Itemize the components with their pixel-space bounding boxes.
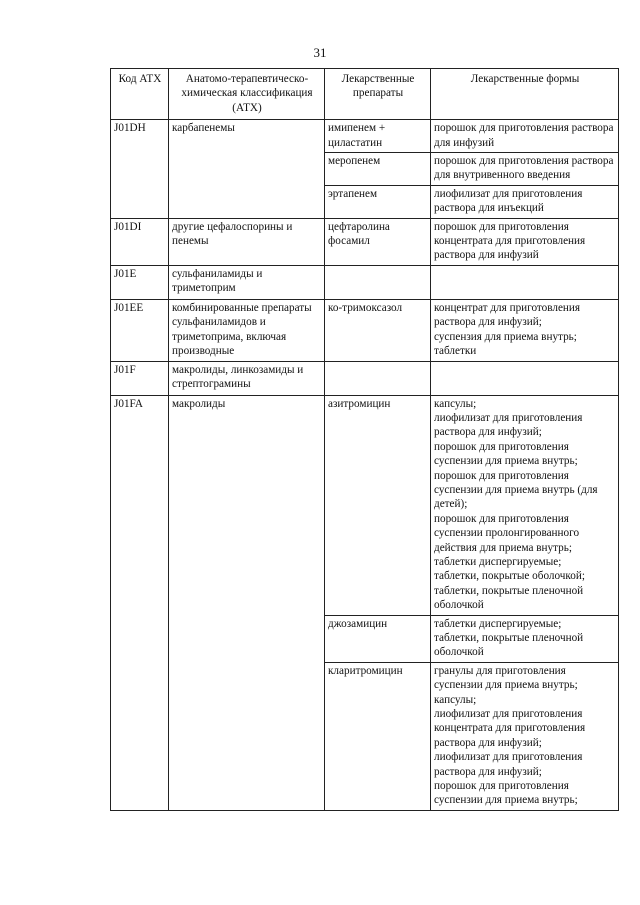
header-atx-classification: Анатомо-терапевтическо-химическая классификация (АТХ) (169, 69, 325, 120)
form-line: концентрат для приготовления раствора для инфузий; (434, 301, 581, 329)
atx-code-cell: J01E (111, 265, 169, 299)
forms-cell (431, 662, 619, 810)
forms-cell-empty (431, 361, 619, 395)
form-line: порошок для приготовления суспензии для приема внутрь; (434, 440, 578, 468)
drug-cell: ко-тримоксазол (325, 299, 431, 361)
classification-cell: комбинированные препараты сульфаниламидов и триметоприма, включая производные (169, 299, 325, 361)
table-row (111, 218, 619, 265)
drug-cell: эртапенем (325, 185, 431, 218)
form-line: порошок для приготовления концентрата для приготовления раствора для инфузий (434, 220, 586, 262)
form-line: таблетки, покрытые пленочной оболочкой (434, 632, 584, 659)
header-atx-code: Код АТХ (111, 69, 169, 120)
table-header-row (111, 69, 619, 120)
form-line: лиофилизат для приготовления раствора для инфузий; (434, 411, 583, 439)
drug-cell: джозамицин (325, 615, 431, 662)
table-row (111, 265, 619, 299)
drug-cell-empty (325, 265, 431, 299)
forms-cell (431, 185, 619, 218)
header-drugs: Лекарственные препараты (325, 69, 431, 120)
atx-code-cell: J01DI (111, 218, 169, 265)
form-line: лиофилизат для приготовления концентрата для приготовления раствора для инфузий; (434, 708, 586, 749)
drug-cell: меропенем (325, 153, 431, 186)
classification-cell: другие цефалоспорины и пенемы (169, 218, 325, 265)
forms-cell (431, 299, 619, 361)
form-line: порошок для приготовления раствора для внутривенного введения (434, 155, 614, 182)
forms-cell (431, 153, 619, 186)
form-line: таблетки диспергируемые; (434, 555, 562, 568)
drug-cell: имипенем + циластатин (325, 120, 431, 153)
table-row (111, 120, 619, 153)
forms-cell (431, 218, 619, 265)
form-line: гранулы для приготовления суспензии для приема внутрь; (434, 664, 578, 692)
form-line: капсулы; (434, 693, 477, 706)
atx-code-cell: J01EE (111, 299, 169, 361)
drug-cell: цефтаролина фосамил (325, 218, 431, 265)
form-line: таблетки, покрытые оболочкой; (434, 570, 585, 583)
table-row (111, 395, 619, 615)
drug-cell-empty (325, 361, 431, 395)
forms-cell-empty (431, 265, 619, 299)
classification-cell: сульфаниламиды и триметоприм (169, 265, 325, 299)
page-number: 31 (313, 45, 327, 60)
header-dosage-forms: Лекарственные формы (431, 69, 619, 120)
drug-cell: кларитромицин (325, 662, 431, 810)
forms-cell (431, 395, 619, 615)
form-line: капсулы; (434, 397, 477, 410)
classification-cell: макролиды, линкозамиды и стрептограмины (169, 361, 325, 395)
atx-code-cell: J01DH (111, 120, 169, 218)
atx-code-cell: J01FA (111, 395, 169, 810)
atx-code-cell: J01F (111, 361, 169, 395)
classification-cell: карбапенемы (169, 120, 325, 218)
form-line: лиофилизат для приготовления раствора для инъекций (434, 187, 583, 215)
atx-drug-table (110, 68, 619, 811)
table-row (111, 361, 619, 395)
forms-cell (431, 615, 619, 662)
form-line: суспензия для приема внутрь; (434, 330, 577, 343)
forms-cell (431, 120, 619, 153)
form-line: таблетки (434, 345, 477, 358)
form-line: лиофилизат для приготовления раствора для инфузий; (434, 751, 583, 778)
form-line: таблетки диспергируемые; (434, 617, 562, 630)
drug-cell: азитромицин (325, 395, 431, 615)
form-line: порошок для приготовления раствора для инфузий (434, 122, 614, 149)
classification-cell: макролиды (169, 395, 325, 810)
table-row (111, 299, 619, 361)
form-line: порошок для приготовления суспензии для приема внутрь (для детей); (434, 469, 598, 511)
form-line: таблетки, покрытые пленочной оболочкой (434, 584, 584, 612)
form-line: порошок для приготовления суспензии пролонгированного действия для приема внутрь; (434, 512, 580, 554)
form-line: порошок для приготовления суспензии для приема внутрь; (434, 780, 578, 807)
